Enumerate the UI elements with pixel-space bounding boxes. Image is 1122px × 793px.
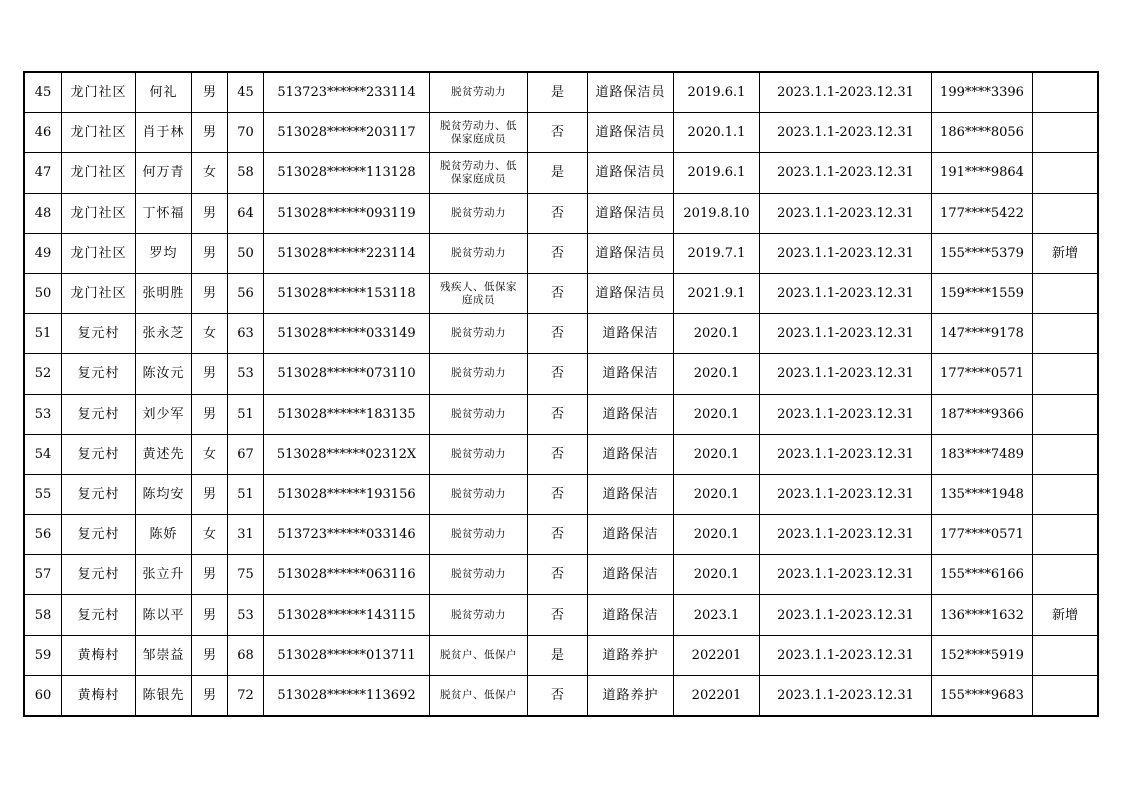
name-cell: 陈均安: [136, 474, 192, 514]
phone-cell: 199****3396: [932, 73, 1033, 113]
row-number-cell: 50: [25, 273, 62, 313]
term-cell: 2023.1.1-2023.12.31: [760, 113, 932, 153]
remark-cell: [1033, 394, 1098, 434]
term-cell: 2023.1.1-2023.12.31: [760, 595, 932, 635]
name-cell: 黄述先: [136, 434, 192, 474]
age-cell: 51: [228, 474, 264, 514]
phone-cell: 155****9683: [932, 675, 1033, 715]
location-cell: 龙门社区: [62, 113, 136, 153]
flag-cell: 是: [528, 635, 588, 675]
name-cell: 何礼: [136, 73, 192, 113]
term-cell: 2023.1.1-2023.12.31: [760, 354, 932, 394]
row-number-cell: 51: [25, 314, 62, 354]
row-number-cell: 46: [25, 113, 62, 153]
gender-cell: 男: [192, 354, 228, 394]
post-cell: 道路保洁员: [588, 73, 674, 113]
name-cell: 刘少军: [136, 394, 192, 434]
start-date-cell: 2019.8.10: [674, 193, 760, 233]
age-cell: 53: [228, 595, 264, 635]
gender-cell: 男: [192, 635, 228, 675]
flag-cell: 否: [528, 354, 588, 394]
term-cell: 2023.1.1-2023.12.31: [760, 273, 932, 313]
location-cell: 龙门社区: [62, 233, 136, 273]
location-cell: 复元村: [62, 314, 136, 354]
age-cell: 64: [228, 193, 264, 233]
name-cell: 丁怀福: [136, 193, 192, 233]
phone-cell: 177****0571: [932, 515, 1033, 555]
flag-cell: 否: [528, 675, 588, 715]
id-number-cell: 513028******113128: [264, 153, 430, 193]
age-cell: 72: [228, 675, 264, 715]
post-cell: 道路保洁员: [588, 113, 674, 153]
category-cell: 脱贫劳动力: [430, 555, 528, 595]
table-row: [25, 314, 1098, 354]
start-date-cell: 2019.6.1: [674, 153, 760, 193]
phone-cell: 186****8056: [932, 113, 1033, 153]
start-date-cell: 2020.1: [674, 314, 760, 354]
name-cell: 何万青: [136, 153, 192, 193]
row-number-cell: 47: [25, 153, 62, 193]
id-number-cell: 513028******02312X: [264, 434, 430, 474]
category-cell: 脱贫劳动力: [430, 394, 528, 434]
age-cell: 70: [228, 113, 264, 153]
phone-cell: 183****7489: [932, 434, 1033, 474]
remark-cell: [1033, 113, 1098, 153]
row-number-cell: 52: [25, 354, 62, 394]
term-cell: 2023.1.1-2023.12.31: [760, 394, 932, 434]
gender-cell: 男: [192, 394, 228, 434]
remark-cell: [1033, 153, 1098, 193]
term-cell: 2023.1.1-2023.12.31: [760, 474, 932, 514]
remark-cell: [1033, 354, 1098, 394]
remark-cell: [1033, 434, 1098, 474]
category-cell: 脱贫劳动力: [430, 314, 528, 354]
row-number-cell: 53: [25, 394, 62, 434]
post-cell: 道路保洁: [588, 394, 674, 434]
remark-cell: [1033, 474, 1098, 514]
term-cell: 2023.1.1-2023.12.31: [760, 314, 932, 354]
name-cell: 罗均: [136, 233, 192, 273]
id-number-cell: 513028******033149: [264, 314, 430, 354]
table-row: [25, 515, 1098, 555]
remark-cell: 新增: [1033, 595, 1098, 635]
post-cell: 道路保洁: [588, 434, 674, 474]
gender-cell: 男: [192, 675, 228, 715]
phone-cell: 177****5422: [932, 193, 1033, 233]
table-row: [25, 73, 1098, 113]
remark-cell: [1033, 635, 1098, 675]
flag-cell: 否: [528, 555, 588, 595]
table-row: [25, 675, 1098, 715]
remark-cell: [1033, 193, 1098, 233]
flag-cell: 否: [528, 434, 588, 474]
flag-cell: 否: [528, 595, 588, 635]
category-cell: 脱贫劳动力: [430, 515, 528, 555]
phone-cell: 177****0571: [932, 354, 1033, 394]
table-row: [25, 394, 1098, 434]
table-row: [25, 555, 1098, 595]
term-cell: 2023.1.1-2023.12.31: [760, 193, 932, 233]
phone-cell: 136****1632: [932, 595, 1033, 635]
start-date-cell: 2020.1: [674, 474, 760, 514]
age-cell: 63: [228, 314, 264, 354]
row-number-cell: 60: [25, 675, 62, 715]
row-number-cell: 57: [25, 555, 62, 595]
id-number-cell: 513028******073110: [264, 354, 430, 394]
gender-cell: 男: [192, 113, 228, 153]
age-cell: 45: [228, 73, 264, 113]
id-number-cell: 513028******223114: [264, 233, 430, 273]
table-row: [25, 635, 1098, 675]
location-cell: 复元村: [62, 555, 136, 595]
remark-cell: [1033, 273, 1098, 313]
id-number-cell: 513028******183135: [264, 394, 430, 434]
category-cell: 脱贫劳动力: [430, 434, 528, 474]
name-cell: 张永芝: [136, 314, 192, 354]
flag-cell: 否: [528, 394, 588, 434]
post-cell: 道路保洁: [588, 555, 674, 595]
id-number-cell: 513028******143115: [264, 595, 430, 635]
name-cell: 陈汝元: [136, 354, 192, 394]
category-cell: 脱贫劳动力: [430, 595, 528, 635]
start-date-cell: 202201: [674, 635, 760, 675]
table-row: [25, 434, 1098, 474]
location-cell: 复元村: [62, 434, 136, 474]
flag-cell: 否: [528, 515, 588, 555]
row-number-cell: 48: [25, 193, 62, 233]
id-number-cell: 513028******013711: [264, 635, 430, 675]
gender-cell: 女: [192, 515, 228, 555]
flag-cell: 是: [528, 153, 588, 193]
category-cell: 脱贫户、低保户: [430, 675, 528, 715]
start-date-cell: 2020.1.1: [674, 113, 760, 153]
gender-cell: 女: [192, 314, 228, 354]
flag-cell: 否: [528, 233, 588, 273]
term-cell: 2023.1.1-2023.12.31: [760, 515, 932, 555]
post-cell: 道路保洁员: [588, 193, 674, 233]
table-row: [25, 595, 1098, 635]
term-cell: 2023.1.1-2023.12.31: [760, 555, 932, 595]
roster-table: [24, 72, 1098, 716]
location-cell: 龙门社区: [62, 193, 136, 233]
table-row: [25, 113, 1098, 153]
start-date-cell: 2019.7.1: [674, 233, 760, 273]
post-cell: 道路保洁: [588, 314, 674, 354]
name-cell: 肖于林: [136, 113, 192, 153]
flag-cell: 否: [528, 273, 588, 313]
row-number-cell: 54: [25, 434, 62, 474]
age-cell: 53: [228, 354, 264, 394]
gender-cell: 女: [192, 434, 228, 474]
location-cell: 龙门社区: [62, 273, 136, 313]
name-cell: 邹崇益: [136, 635, 192, 675]
flag-cell: 否: [528, 113, 588, 153]
phone-cell: 191****9864: [932, 153, 1033, 193]
category-cell: 脱贫劳动力: [430, 73, 528, 113]
post-cell: 道路保洁: [588, 474, 674, 514]
id-number-cell: 513028******113692: [264, 675, 430, 715]
term-cell: 2023.1.1-2023.12.31: [760, 153, 932, 193]
phone-cell: 159****1559: [932, 273, 1033, 313]
age-cell: 67: [228, 434, 264, 474]
location-cell: 黄梅村: [62, 675, 136, 715]
location-cell: 黄梅村: [62, 635, 136, 675]
start-date-cell: 2020.1: [674, 515, 760, 555]
age-cell: 56: [228, 273, 264, 313]
phone-cell: 135****1948: [932, 474, 1033, 514]
term-cell: 2023.1.1-2023.12.31: [760, 434, 932, 474]
id-number-cell: 513028******203117: [264, 113, 430, 153]
category-cell: 脱贫户、低保户: [430, 635, 528, 675]
gender-cell: 男: [192, 233, 228, 273]
id-number-cell: 513028******063116: [264, 555, 430, 595]
start-date-cell: 2020.1: [674, 434, 760, 474]
row-number-cell: 49: [25, 233, 62, 273]
flag-cell: 否: [528, 314, 588, 354]
post-cell: 道路养护: [588, 675, 674, 715]
flag-cell: 否: [528, 193, 588, 233]
post-cell: 道路养护: [588, 635, 674, 675]
term-cell: 2023.1.1-2023.12.31: [760, 233, 932, 273]
post-cell: 道路保洁员: [588, 153, 674, 193]
category-cell: 脱贫劳动力: [430, 354, 528, 394]
row-number-cell: 59: [25, 635, 62, 675]
name-cell: 张明胜: [136, 273, 192, 313]
table-row: [25, 354, 1098, 394]
remark-cell: [1033, 515, 1098, 555]
id-number-cell: 513028******193156: [264, 474, 430, 514]
remark-cell: [1033, 555, 1098, 595]
gender-cell: 男: [192, 595, 228, 635]
start-date-cell: 202201: [674, 675, 760, 715]
term-cell: 2023.1.1-2023.12.31: [760, 635, 932, 675]
phone-cell: 155****6166: [932, 555, 1033, 595]
row-number-cell: 56: [25, 515, 62, 555]
location-cell: 复元村: [62, 474, 136, 514]
gender-cell: 男: [192, 273, 228, 313]
id-number-cell: 513723******033146: [264, 515, 430, 555]
age-cell: 75: [228, 555, 264, 595]
gender-cell: 男: [192, 474, 228, 514]
category-cell: 脱贫劳动力、低保家庭成员: [430, 153, 528, 193]
location-cell: 龙门社区: [62, 153, 136, 193]
id-number-cell: 513028******093119: [264, 193, 430, 233]
gender-cell: 男: [192, 73, 228, 113]
post-cell: 道路保洁: [588, 354, 674, 394]
location-cell: 复元村: [62, 354, 136, 394]
term-cell: 2023.1.1-2023.12.31: [760, 73, 932, 113]
category-cell: 脱贫劳动力、低保家庭成员: [430, 113, 528, 153]
start-date-cell: 2020.1: [674, 555, 760, 595]
start-date-cell: 2021.9.1: [674, 273, 760, 313]
table-row: [25, 273, 1098, 313]
name-cell: 张立升: [136, 555, 192, 595]
remark-cell: [1033, 73, 1098, 113]
category-cell: 脱贫劳动力: [430, 233, 528, 273]
start-date-cell: 2020.1: [674, 394, 760, 434]
remark-cell: 新增: [1033, 233, 1098, 273]
name-cell: 陈以平: [136, 595, 192, 635]
category-cell: 残疾人、低保家庭成员: [430, 273, 528, 313]
age-cell: 31: [228, 515, 264, 555]
roster-body: [25, 73, 1098, 716]
post-cell: 道路保洁员: [588, 273, 674, 313]
row-number-cell: 58: [25, 595, 62, 635]
row-number-cell: 45: [25, 73, 62, 113]
name-cell: 陈银先: [136, 675, 192, 715]
age-cell: 68: [228, 635, 264, 675]
row-number-cell: 55: [25, 474, 62, 514]
remark-cell: [1033, 314, 1098, 354]
gender-cell: 男: [192, 555, 228, 595]
gender-cell: 男: [192, 193, 228, 233]
location-cell: 复元村: [62, 595, 136, 635]
id-number-cell: 513028******153118: [264, 273, 430, 313]
flag-cell: 是: [528, 73, 588, 113]
remark-cell: [1033, 675, 1098, 715]
age-cell: 51: [228, 394, 264, 434]
term-cell: 2023.1.1-2023.12.31: [760, 675, 932, 715]
table-row: [25, 474, 1098, 514]
table-row: [25, 233, 1098, 273]
location-cell: 复元村: [62, 394, 136, 434]
post-cell: 道路保洁: [588, 515, 674, 555]
post-cell: 道路保洁: [588, 595, 674, 635]
phone-cell: 155****5379: [932, 233, 1033, 273]
id-number-cell: 513723******233114: [264, 73, 430, 113]
start-date-cell: 2019.6.1: [674, 73, 760, 113]
name-cell: 陈娇: [136, 515, 192, 555]
age-cell: 50: [228, 233, 264, 273]
phone-cell: 152****5919: [932, 635, 1033, 675]
table-row: [25, 193, 1098, 233]
location-cell: 龙门社区: [62, 73, 136, 113]
table-row: [25, 153, 1098, 193]
phone-cell: 147****9178: [932, 314, 1033, 354]
flag-cell: 否: [528, 474, 588, 514]
post-cell: 道路保洁员: [588, 233, 674, 273]
age-cell: 58: [228, 153, 264, 193]
category-cell: 脱贫劳动力: [430, 193, 528, 233]
start-date-cell: 2023.1: [674, 595, 760, 635]
start-date-cell: 2020.1: [674, 354, 760, 394]
category-cell: 脱贫劳动力: [430, 474, 528, 514]
phone-cell: 187****9366: [932, 394, 1033, 434]
location-cell: 复元村: [62, 515, 136, 555]
gender-cell: 女: [192, 153, 228, 193]
